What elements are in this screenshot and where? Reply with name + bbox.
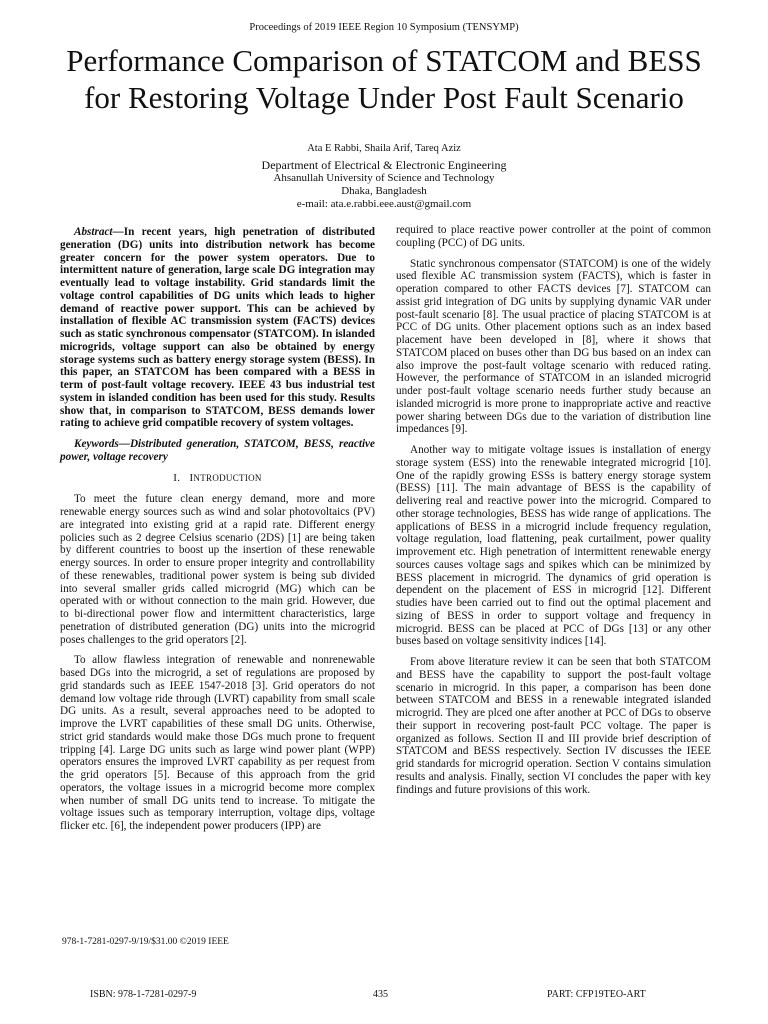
right-column (396, 224, 711, 804)
proceedings-header: Proceedings of 2019 IEEE Region 10 Symposium (TENSYMP) (249, 22, 519, 33)
footer-isbn: ISBN: 978-1-7281-0297-9 (90, 989, 197, 1000)
location: Dhaka, Bangladesh (341, 185, 427, 197)
author-names: Ata E Rabbi, Shaila Arif, Tareq Aziz (307, 143, 461, 154)
left-column (60, 226, 375, 841)
section-rest: NTRODUCTION (193, 472, 262, 483)
intro-paragraph-4: Another way to mitigate voltage issues is installation of energy storage system (ESS) into the renewable integrated microgrid [10]. One of the rapidly growing ESSs is battery energy storage system (BESS) [11]. The main advantage of BESS is the capability of delivering real and reactive power into the microgrid. Compared to other storage technologies, BESS has wide range of applications. The applications of BESS in a microgrid include frequency regulation, voltage regulation, load flattening, peak curtailment, power quality improvement etc. High penetration of intermittent renewable energy sources causes voltage sags and spikes which can be minimized by BESS placement in microgrid. The dynamics of grid operation is dependent on the placement of ESS in microgrid [12]. Different studies have been carried out to find out the optimal placement and sizing of BESS in order to support voltage and frequency in microgrid. BESS can be placed at PCC of DGs [13] or any other buses based on voltage sensitivity indices [14]. (396, 444, 711, 648)
title-line-2: for Restoring Voltage Under Post Fault Scenario (84, 80, 684, 115)
title-line-1: Performance Comparison of STATCOM and BESS (66, 43, 702, 78)
university: Ahsanullah University of Science and Technology (273, 172, 495, 184)
department: Department of Electrical & Electronic Engineering (261, 158, 507, 172)
email: e-mail: ata.e.rabbi.eee.aust@gmail.com (296, 198, 472, 210)
footer-page-number: 435 (373, 989, 388, 1000)
section-heading-introduction (60, 472, 375, 485)
copyright-notice: 978-1-7281-0297-9/19/$31.00 ©2019 IEEE (62, 937, 229, 947)
intro-paragraph-continued: required to place reactive power controller at the point of common coupling (PCC) of DG units. (396, 224, 711, 249)
keywords: Keywords—Distributed generation, STATCOM, BESS, reactive power, voltage recovery (60, 438, 375, 463)
paper-title (30, 42, 738, 116)
section-first-letter: I (189, 471, 194, 484)
abstract-text: —In recent years, high penetration of distributed generation (DG) units into distribution network has become greater concern for the power system operators. Due to intermittent nature of generation, large scale DG integration may eventually lead to voltage instability. Grid standards limit the voltage control capabilities of DG units which leads to higher demand of reactive power support. This can be achieved by installation of flexible AC transmission system (FACTS) devices such as static synchronous compensator (STATCOM). In islanded microgrids, voltage support can also be obtained by energy storage systems such as battery energy storage system (BESS). In this paper, an STATCOM has been compared with a BESS in term of post-fault voltage recovery. IEEE 43 bus industrial test system in islanded condition has been used for this study. Results show that, in comparison to STATCOM, BESS demands lower rating to achieve grid compatible recovery of system voltages. (60, 226, 375, 430)
footer-part: PART: CFP19TEO-ART (547, 989, 646, 1000)
section-number: I. (173, 471, 181, 484)
intro-paragraph-3: Static synchronous compensator (STATCOM) is one of the widely used flexible AC transmission system (FACTS), which is faster in operation compared to other FACTS devices [7]. STATCOM can assist grid integration of DG units by supplying dynamic VAR under post-fault scenario [8]. The usual practice of placing STATCOM is at PCC of DG units. Other placement options such as an index based placement have been developed in [8], where it shows that STATCOM placed on buses other than DG bus based on an index can also improve the post-fault voltage scenario with reduced rating. However, the performance of STATCOM in an islanded microgrid under post-fault voltage scenario needs further study because an islanded microgrid is more prone to inappropriate active and reactive power sharing between DGs due to the variation of distribution line impedances [9]. (396, 257, 711, 436)
abstract (60, 226, 375, 430)
intro-paragraph-5: From above literature review it can be seen that both STATCOM and BESS have the capability to support the post-fault voltage scenario in microgrid. In this paper, a comparison has been done between STATCOM and BESS in a renewable integrated islanded microgrid. They are plced one after another at PCC of DGs to observe their support in recovering post-fault PCC voltage. The paper is organized as follows. Section II and III provide brief description of STATCOM and BESS respectively. Section IV discusses the IEEE grid standards for microgrid operation. Section V contains simulation results and analysis. Finally, section VI concludes the paper with key findings and future provisions of this work. (396, 656, 711, 796)
intro-paragraph-1: To meet the future clean energy demand, more and more renewable energy sources such as wind and solar photovoltaics (PV) are integrated into existing grid at a rapid rate. Different energy policies such as 2 degree Celsius scenario (2DS) [1] are being taken by different countries to boost up the insertion of these renewable energy sources. In order to ensure proper integrity and controllability of these renewables, traditional power system is being sub divided into several smaller grids called microgrid (MG) which can be operated with or without connection to the main grid. However, due to bi-directional power flow and intermittent characteristics, large penetration of distributed generation (DG) units into the microgrid poses challenges to the grid operators [2]. (60, 493, 375, 646)
author-block (0, 142, 768, 211)
intro-paragraph-2: To allow flawless integration of renewable and nonrenewable based DGs into the microgrid, a set of regulations are proposed by grid standards such as IEEE 1547-2018 [3]. Grid operators do not demand low voltage ride through (LVRT) capability from small scale DG units. As a result, several approaches need to be adopted to improve the LVRT capabilities of these small DG units. Otherwise, strict grid standards would make those DGs much prone to frequent tripping [4]. Large DG units such as large wind power plant (WPP) operators ensures the improved LVRT capability as per request from the grid operators [5]. Because of this approach from the grid operators, the voltage issues in a microgrid become more complex when number of small DG units tend to increase. To mitigate the voltage issues such as temporary interruption, voltage dips, voltage flicker etc. [6], the independent power producers (IPP) are (60, 654, 375, 832)
abstract-lead: Abstract (74, 226, 113, 238)
